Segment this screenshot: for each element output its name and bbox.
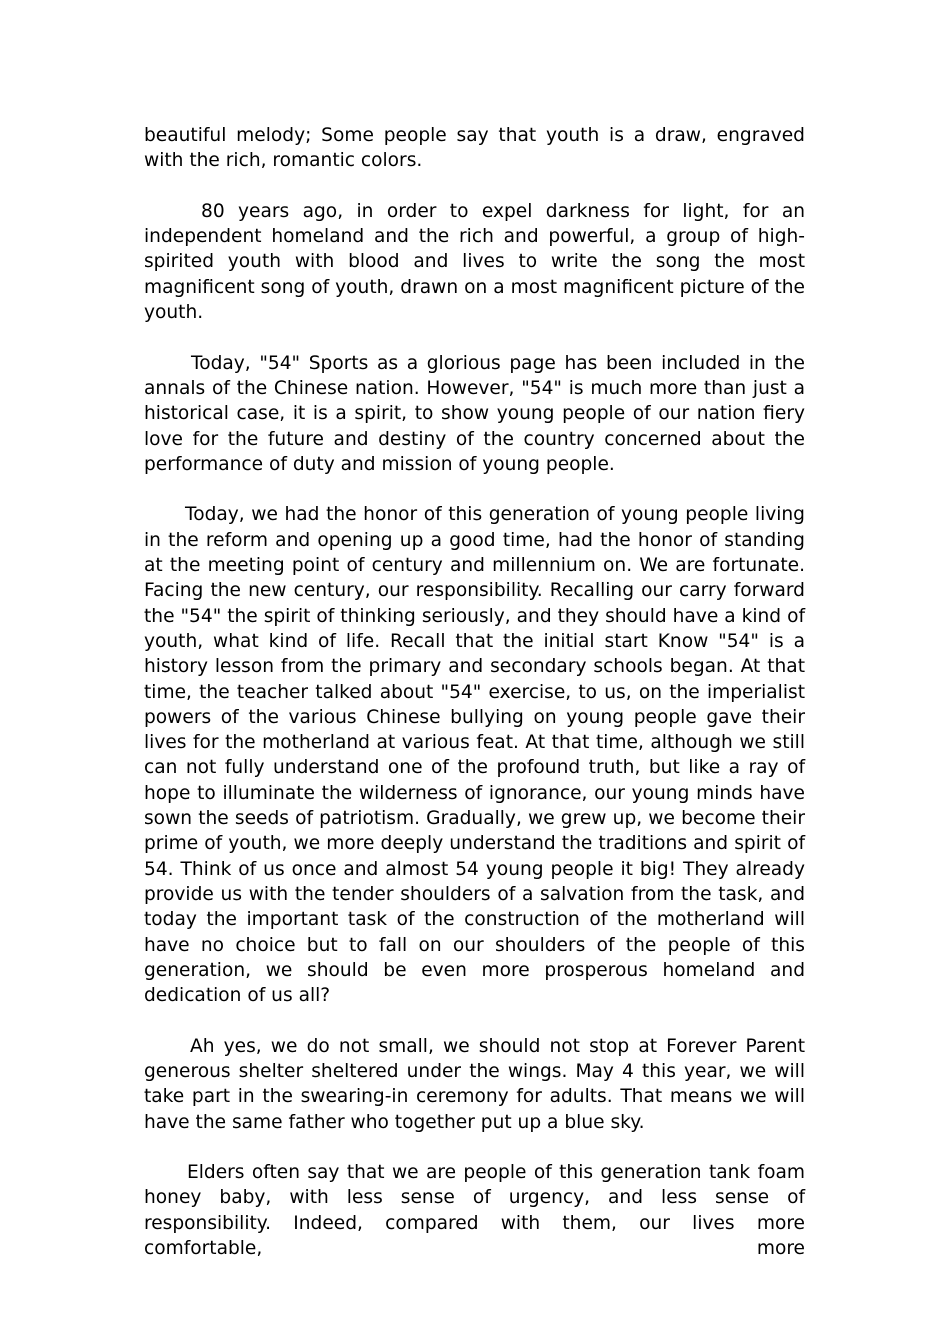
paragraph-honor-generation: Today, we had the honor of this generation of young people living in the reform and opening up a good time, had the honor of standing at the meeting point of century and millennium on. We are fortunate. Facing the new century, our responsibility. Recalling our carry forward the "54" the spirit of thinking seriously, and they should have a kind of youth, what kind of life. Recall that the initial start Know "54" is a history lesson from the primary and secondary schools began. At that time, the teacher talked about "54" exercise, to us, on the imperialist powers of the various Chinese bullying on young people gave their lives for the motherland at various feat. At that time, although we still can not fully understand one of the profound truth, but like a ray of hope to illuminate the wilderness of ignorance, our young minds have sown the seeds of patriotism. Gradually, we grew up, we become their prime of youth, we more deeply understand the traditions and spirit of 54. Think of us once and almost 54 young people it big! They already provide us with the tender shoulders of a salvation from the task, and today the important task of the construction of the motherland will have no choice but to fall on our shoulders of the people of this generation, we should be even more prosperous homeland and dedication of us all? xyxy=(144,504,805,1007)
paragraph-ah-yes: Ah yes, we do not small, we should not stop at Forever Parent generous shelter sheltered under the wings. May 4 this year, we will take part in the swearing-in ceremony for adults. That means we will have the same father who together put up a blue sky. xyxy=(144,1035,805,1133)
paragraph-54-glorious-page: Today, "54" Sports as a glorious page has been included in the annals of the Chinese nation. However, "54" is much more than just a historical case, it is a spirit, to show young people of our nation fiery love for the future and destiny of the country concerned about the performance of duty and mission of young people. xyxy=(144,352,805,475)
document-page xyxy=(144,123,805,1287)
paragraph-elders-say: Elders often say that we are people of this generation tank foam honey baby, with less sense of urgency, and less sense of responsibility. Indeed, compared with them, our lives more comfortable, more xyxy=(144,1162,805,1260)
paragraph-youth-melody: beautiful melody; Some people say that youth is a draw, engraved with the rich, romantic colors. xyxy=(144,125,805,172)
paragraph-80-years-ago: 80 years ago, in order to expel darkness for light, for an independent homeland and the rich and powerful, a group of high-spirited youth with blood and lives to write the song the most magnificent song of youth, drawn on a most magnificent picture of the youth. xyxy=(144,200,805,324)
